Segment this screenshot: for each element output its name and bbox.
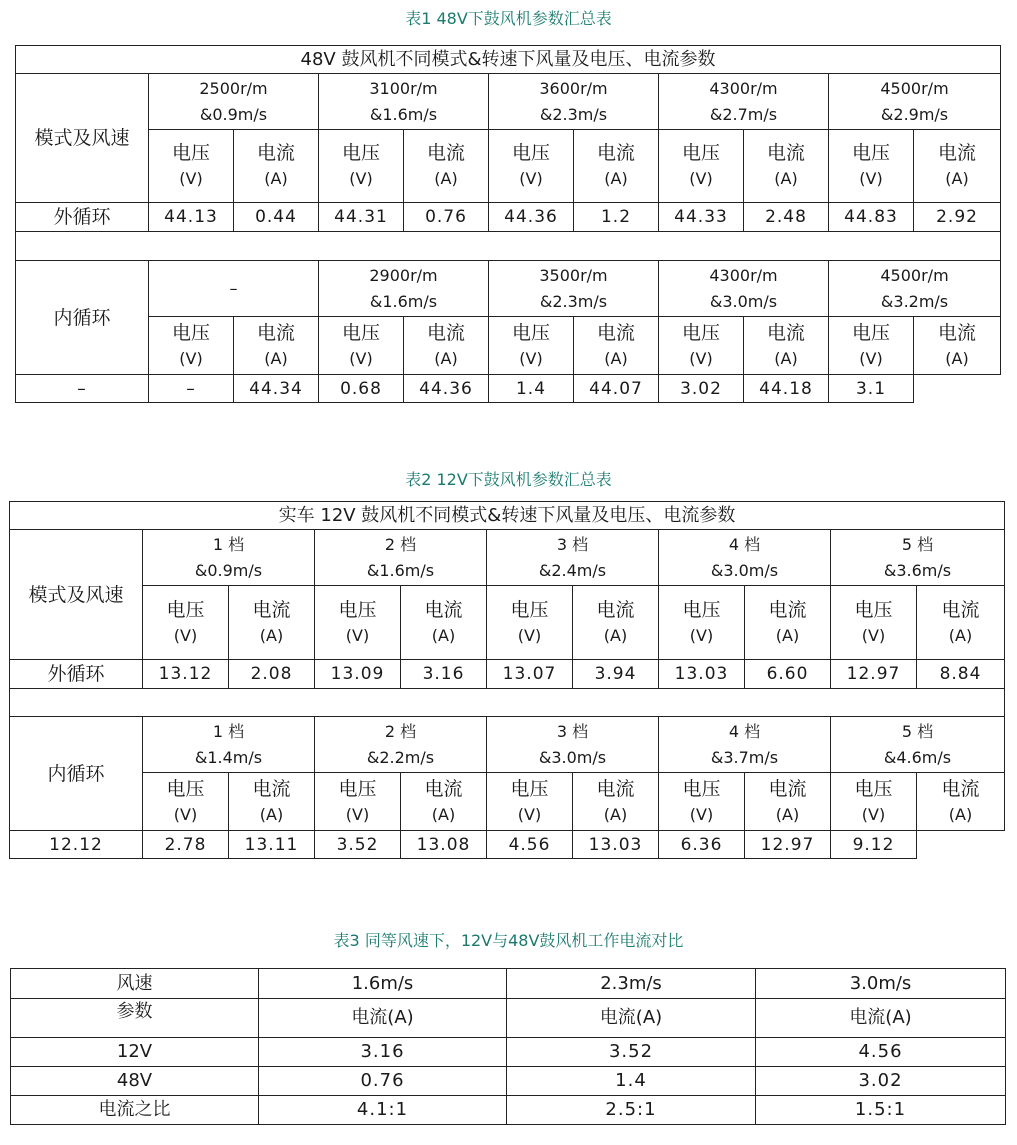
- table3: [10, 968, 1006, 1125]
- cell-voltage: 44.07: [574, 375, 659, 403]
- voltage-header: 电压 (V): [487, 586, 573, 660]
- row-label: 电流之比: [11, 1096, 259, 1125]
- header-speed: 风速: [11, 969, 259, 999]
- cell-voltage: 13.11: [229, 831, 315, 859]
- speed-value: 3.0m/s: [756, 969, 1006, 999]
- cell-current: 6.60: [745, 660, 831, 689]
- cell-current: 2.08: [229, 660, 315, 689]
- cell-value: 1.4: [507, 1067, 756, 1096]
- row-label-outer: 外循环: [10, 660, 143, 689]
- current-header: 电流 (A): [401, 586, 487, 660]
- param-label: 电流(A): [756, 999, 1006, 1038]
- voltage-header: 电压 (V): [659, 130, 744, 203]
- speed-header: 1 档 &0.9m/s: [143, 530, 315, 586]
- row-label: 12V: [11, 1038, 259, 1067]
- voltage-header: 电压 (V): [659, 586, 745, 660]
- cell-current: 9.12: [831, 831, 917, 859]
- voltage-header: 电压 (V): [829, 317, 914, 375]
- voltage-header: 电压 (V): [831, 586, 917, 660]
- cell-voltage: 12.12: [10, 831, 143, 859]
- cell-current: 6.36: [659, 831, 745, 859]
- voltage-header: 电压 (V): [143, 586, 229, 660]
- table1-caption: 表1 48V下鼓风机参数汇总表: [405, 9, 612, 28]
- current-header: 电流 (A): [917, 773, 1005, 831]
- table3-caption: 表3 同等风速下，12V与48V鼓风机工作电流对比: [333, 931, 684, 950]
- cell-voltage: 12.97: [831, 660, 917, 689]
- cell-current: 3.1: [829, 375, 914, 403]
- speed-header: 3100r/m &1.6m/s: [319, 74, 489, 130]
- current-header: 电流 (A): [573, 586, 659, 660]
- param-label: 电流(A): [507, 999, 756, 1038]
- cell-voltage: 44.36: [489, 203, 574, 232]
- cell-current: 2.78: [143, 831, 229, 859]
- current-header: 电流 (A): [401, 773, 487, 831]
- speed-value: 2.3m/s: [507, 969, 756, 999]
- current-header: 电流 (A): [574, 130, 659, 203]
- table2-title: 实车 12V 鼓风机不同模式&转速下风量及电压、电流参数: [10, 502, 1005, 530]
- header-param: 参数: [11, 999, 259, 1038]
- table-row: [16, 375, 1001, 403]
- current-header: 电流 (A): [234, 317, 319, 375]
- current-header: 电流 (A): [914, 130, 1001, 203]
- table2: [9, 501, 1005, 859]
- speed-header: 2 档 &2.2m/s: [315, 717, 487, 773]
- cell-current: 8.84: [917, 660, 1005, 689]
- table2-caption: 表2 12V下鼓风机参数汇总表: [405, 470, 612, 489]
- speed-header: 2500r/m &0.9m/s: [149, 74, 319, 130]
- speed-header: 5 档 &3.6m/s: [831, 530, 1005, 586]
- speed-header: 3 档 &2.4m/s: [487, 530, 659, 586]
- cell-value: 4.1:1: [259, 1096, 507, 1125]
- current-header: 电流 (A): [404, 130, 489, 203]
- cell-voltage: 13.03: [573, 831, 659, 859]
- voltage-header: 电压 (V): [315, 586, 401, 660]
- table-row: [16, 203, 1001, 232]
- cell-voltage: 13.08: [401, 831, 487, 859]
- cell-current: 3.52: [315, 831, 401, 859]
- cell-value: 3.02: [756, 1067, 1006, 1096]
- cell-current: 1.4: [489, 375, 574, 403]
- cell-current: 0.76: [404, 203, 489, 232]
- voltage-header: 电压 (V): [659, 773, 745, 831]
- speed-header: 5 档 &4.6m/s: [831, 717, 1005, 773]
- table1: [15, 45, 1001, 403]
- voltage-header: 电压 (V): [829, 130, 914, 203]
- param-label: 电流(A): [259, 999, 507, 1038]
- current-header: 电流 (A): [745, 773, 831, 831]
- cell-voltage: 44.31: [319, 203, 404, 232]
- cell-value: 4.56: [756, 1038, 1006, 1067]
- current-header: 电流 (A): [744, 317, 829, 375]
- current-header: 电流 (A): [573, 773, 659, 831]
- table-row: [11, 1067, 1006, 1096]
- speed-header: 4 档 &3.7m/s: [659, 717, 831, 773]
- cell-current: 3.94: [573, 660, 659, 689]
- voltage-header: 电压 (V): [831, 773, 917, 831]
- row-label-inner: 内循环: [16, 261, 149, 375]
- cell-voltage: 44.18: [744, 375, 829, 403]
- cell-voltage: 13.12: [143, 660, 229, 689]
- voltage-header: 电压 (V): [319, 130, 404, 203]
- cell-current: 2.92: [914, 203, 1001, 232]
- cell-voltage: 13.07: [487, 660, 573, 689]
- current-header: 电流 (A): [574, 317, 659, 375]
- speed-header: 1 档 &1.4m/s: [143, 717, 315, 773]
- separator-row: [10, 689, 1005, 717]
- cell-current: 4.56: [487, 831, 573, 859]
- speed-header: 3 档 &3.0m/s: [487, 717, 659, 773]
- current-header: 电流 (A): [229, 773, 315, 831]
- cell-voltage: 13.03: [659, 660, 745, 689]
- speed-header: 4300r/m &3.0m/s: [659, 261, 829, 317]
- voltage-header: 电压 (V): [319, 317, 404, 375]
- speed-header: 2 档 &1.6m/s: [315, 530, 487, 586]
- current-header: 电流 (A): [917, 586, 1005, 660]
- voltage-header: 电压 (V): [143, 773, 229, 831]
- speed-header: 3500r/m &2.3m/s: [489, 261, 659, 317]
- cell-voltage: –: [16, 375, 149, 403]
- table-row: [10, 831, 1005, 859]
- cell-current: 0.44: [234, 203, 319, 232]
- row-label: 48V: [11, 1067, 259, 1096]
- speed-header: 3600r/m &2.3m/s: [489, 74, 659, 130]
- cell-voltage: 12.97: [745, 831, 831, 859]
- voltage-header: 电压 (V): [489, 317, 574, 375]
- cell-voltage: 44.83: [829, 203, 914, 232]
- current-header: 电流 (A): [745, 586, 831, 660]
- current-header: 电流 (A): [234, 130, 319, 203]
- speed-value: 1.6m/s: [259, 969, 507, 999]
- cell-value: 0.76: [259, 1067, 507, 1096]
- cell-value: 2.5:1: [507, 1096, 756, 1125]
- cell-value: 3.16: [259, 1038, 507, 1067]
- cell-current: 1.2: [574, 203, 659, 232]
- speed-header: 2900r/m &1.6m/s: [319, 261, 489, 317]
- voltage-header: 电压 (V): [659, 317, 744, 375]
- table-row: [10, 660, 1005, 689]
- table-row: [11, 1096, 1006, 1125]
- cell-voltage: 44.34: [234, 375, 319, 403]
- speed-header: 4 档 &3.0m/s: [659, 530, 831, 586]
- cell-current: 3.16: [401, 660, 487, 689]
- speed-header: –: [149, 261, 319, 317]
- current-header: 电流 (A): [404, 317, 489, 375]
- current-header: 电流 (A): [229, 586, 315, 660]
- speed-header: 4500r/m &2.9m/s: [829, 74, 1001, 130]
- cell-voltage: 44.36: [404, 375, 489, 403]
- current-header: 电流 (A): [914, 317, 1001, 375]
- cell-value: 3.52: [507, 1038, 756, 1067]
- speed-header: 4300r/m &2.7m/s: [659, 74, 829, 130]
- cell-voltage: 44.33: [659, 203, 744, 232]
- cell-current: 3.02: [659, 375, 744, 403]
- table1-title: 48V 鼓风机不同模式&转速下风量及电压、电流参数: [16, 46, 1001, 74]
- cell-current: 0.68: [319, 375, 404, 403]
- voltage-header: 电压 (V): [149, 317, 234, 375]
- cell-current: –: [149, 375, 234, 403]
- mode-header: 模式及风速: [10, 530, 143, 660]
- cell-voltage: 44.13: [149, 203, 234, 232]
- cell-current: 2.48: [744, 203, 829, 232]
- row-label-outer: 外循环: [16, 203, 149, 232]
- voltage-header: 电压 (V): [315, 773, 401, 831]
- voltage-header: 电压 (V): [489, 130, 574, 203]
- voltage-header: 电压 (V): [487, 773, 573, 831]
- mode-header: 模式及风速: [16, 74, 149, 203]
- speed-header: 4500r/m &3.2m/s: [829, 261, 1001, 317]
- separator-row: [16, 232, 1001, 261]
- table-row: [11, 1038, 1006, 1067]
- voltage-header: 电压 (V): [149, 130, 234, 203]
- current-header: 电流 (A): [744, 130, 829, 203]
- cell-value: 1.5:1: [756, 1096, 1006, 1125]
- row-label-inner: 内循环: [10, 717, 143, 831]
- cell-voltage: 13.09: [315, 660, 401, 689]
